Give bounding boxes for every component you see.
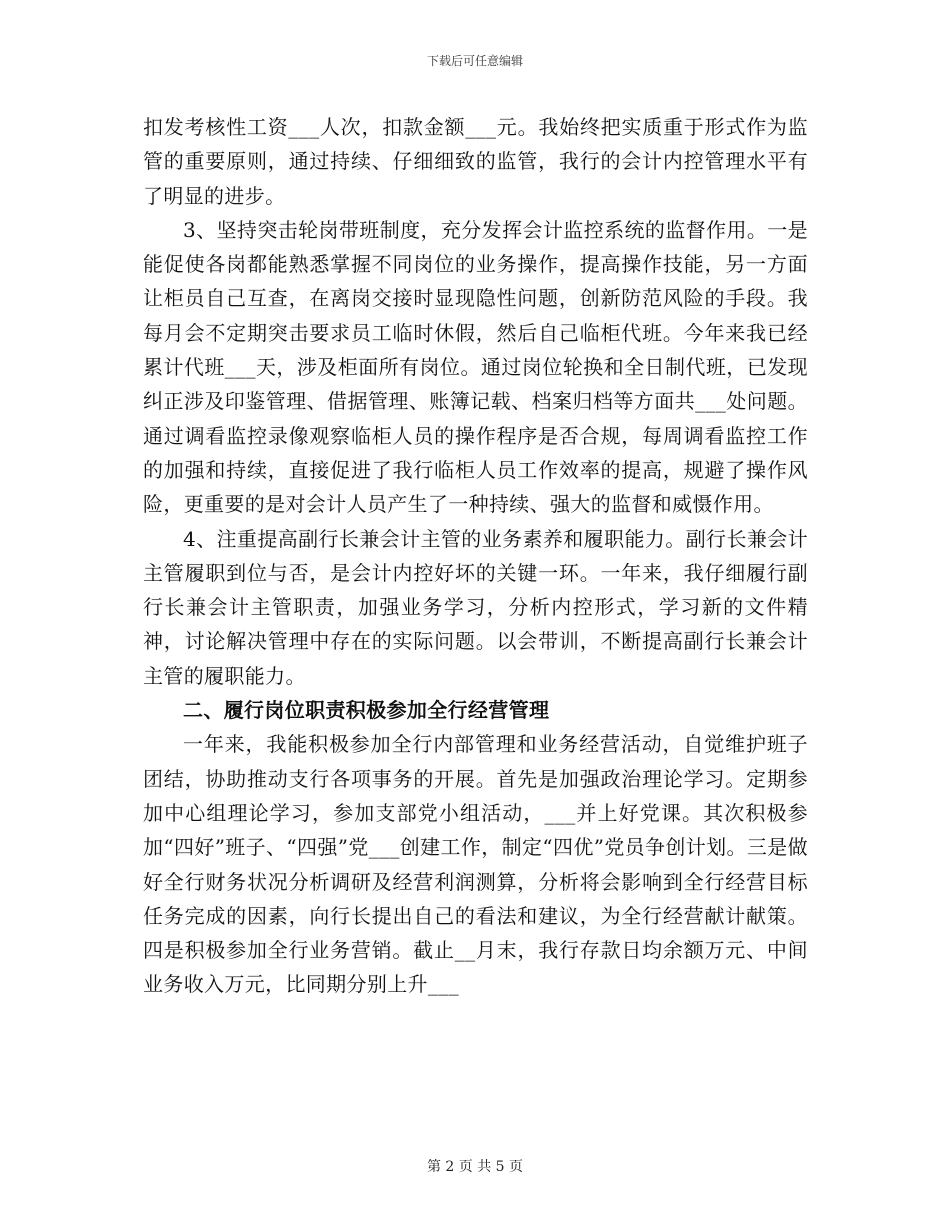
document-body bbox=[143, 110, 808, 1002]
page-header: 下载后可任意编辑 bbox=[426, 54, 523, 68]
paragraph-item-4: 4、注重提高副行长兼会计主管的业务素养和履职能力。副行长兼会计主管履职到位与否，是会计内控好坏的关键一环。一年来，我仔细履行副行长兼会计主管职责，加强业务学习，分析内控形式，学习新的文件精神，讨论解决管理中存在的实际问题。以会带训，不断提高副行长兼会计主管的履职能力。 bbox=[143, 526, 808, 688]
paragraph-section-body: 一年来，我能积极参加全行内部管理和业务经营活动，自觉维护班子团结，协助推动支行各项事务的开展。首先是加强政治理论学习。定期参加中心组理论学习，参加支部党小组活动，___并上好党课。其次积极参加“四好”班子、“四强”党___创建工作，制定“四优”党员争创计划。三是做好全行财务状况分析调研及经营利润测算，分析将会影响到全行经营目标任务完成的因素，向行长提出自己的看法和建议，为全行经营献计献策。四是积极参加全行业务营销。截止__月末，我行存款日均余额万元、中间业务收入万元，比同期分别上升___ bbox=[143, 732, 808, 997]
section-heading: 二、履行岗位职责积极参加全行经营管理 bbox=[183, 698, 550, 723]
page-footer: 第 2 页 共 5 页 bbox=[426, 1159, 524, 1175]
paragraph-continuation: 扣发考核性工资___人次，扣款金额___元。我始终把实质重于形式作为监管的重要原则，通过持续、仔细细致的监管，我行的会计内控管理水平有了明显的进步。 bbox=[143, 115, 808, 208]
paragraph-item-3: 3、坚持突击轮岗带班制度，充分发挥会计监控系统的监督作用。一是能促使各岗都能熟悉掌握不同岗位的业务操作，提高操作技能，另一方面让柜员自己互查，在离岗交接时显现隐性问题，创新防范风险的手段。我每月会不定期突击要求员工临时休假，然后自己临柜代班。今年来我已经累计代班___天，涉及柜面所有岗位。通过岗位轮换和全日制代班，已发现纠正涉及印鉴管理、借据管理、账簿记载、档案归档等方面共___处问题。通过调看监控录像观察临柜人员的操作程序是否合规，每周调看监控工作的加强和持续，直接促进了我行临柜人员工作效率的提高，规避了操作风险，更重要的是对会计人员产生了一种持续、强大的监督和威慑作用。 bbox=[143, 217, 808, 517]
